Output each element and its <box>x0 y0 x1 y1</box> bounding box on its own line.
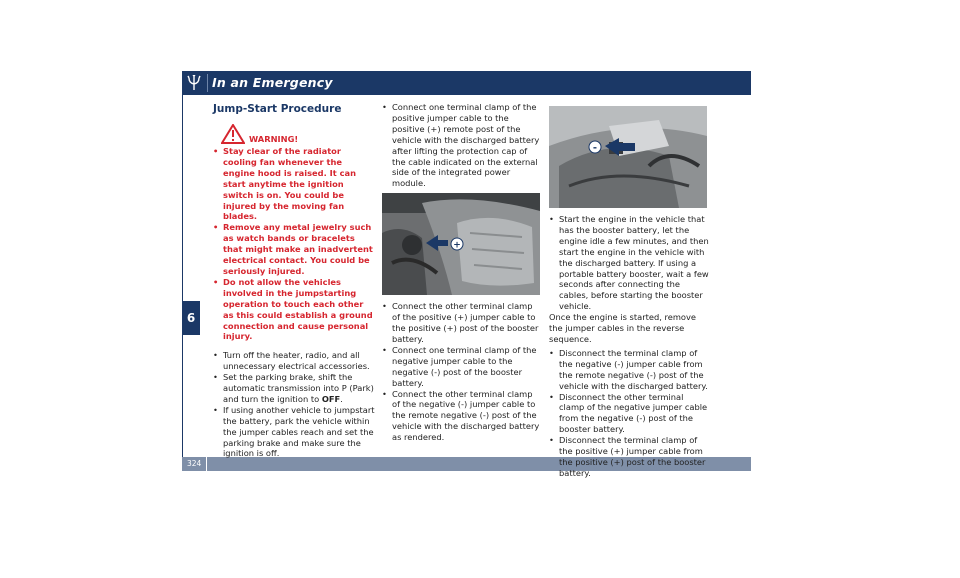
plus-marker: + <box>453 240 461 251</box>
step-item: • Disconnect the other terminal clamp of the negative jumper cable from the negative (-) post of the booster battery. <box>549 392 709 436</box>
step-item: • Connect the other terminal clamp of the positive (+) jumper cable to the positive (+) post of the booster battery. <box>382 301 542 345</box>
header-title: In an Emergency <box>212 75 333 90</box>
column-2 <box>382 102 542 443</box>
engine-bay-negative-photo <box>549 106 707 208</box>
column-3 <box>549 106 709 479</box>
warning-item: • Remove any metal jewelry such as watch bands or bracelets that might make an inadvertent electrical contact. You could be seriously injured. <box>213 222 375 277</box>
step-list <box>213 350 375 459</box>
warning-item: • Do not allow the vehicles involved in the jumpstarting operation to touch each other as this could establish a ground connection and cause personal injury. <box>213 277 375 342</box>
step-item: • If using another vehicle to jumpstart the battery, park the vehicle within the jumper cables reach and set the parking brake and make sure the ignition is off. <box>213 405 375 460</box>
engine-bay-positive-photo <box>382 193 540 295</box>
step-item: • Connect one terminal clamp of the positive jumper cable to the positive (+) remote post of the vehicle with the discharged battery after lifting the protection cap of the cable indicated on the external side of the integrated power module. <box>382 102 542 189</box>
step-list <box>549 214 709 312</box>
warning-list <box>213 146 375 342</box>
warning-triangle-icon <box>221 124 245 144</box>
trident-logo-icon <box>182 71 206 95</box>
step-item: • Start the engine in the vehicle that has the booster battery, let the engine idle a few minutes, and then start the engine in the vehicle with the discharged battery. If using a portable battery booster, wait a few seconds after connecting the cables, before starting the booster vehicle. <box>549 214 709 312</box>
off-word: OFF <box>321 393 341 404</box>
page-number: 324 <box>187 459 202 468</box>
warning-label: WARNING! <box>249 134 299 144</box>
step-item: • Turn off the heater, radio, and all unnecessary electrical accessories. <box>213 350 375 372</box>
step-item <box>213 372 375 405</box>
warning-header <box>213 124 375 144</box>
paragraph: Once the engine is started, remove the jumper cables in the reverse sequence. <box>549 312 697 344</box>
step-list <box>549 348 709 479</box>
step-item: • Disconnect the terminal clamp of the positive (+) jumper cable from the positive (+) post of the booster battery. <box>549 435 709 479</box>
step-item: • Connect the other terminal clamp of the negative (-) jumper cable to the remote negative (-) post of the vehicle with the discharged battery as rendered. <box>382 389 542 444</box>
section-heading: Jump-Start Procedure <box>213 103 342 115</box>
step-list <box>382 301 542 443</box>
footer-divider <box>206 457 207 471</box>
minus-marker: - <box>592 142 598 154</box>
column-1 <box>213 102 375 459</box>
step-text: Set the parking brake, shift the automatic transmission into P (Park) and turn the ignition to <box>223 372 374 404</box>
warning-item: • Stay clear of the radiator cooling fan whenever the engine hood is raised. It can start anytime the ignition switch is on. You could be injured by the moving fan blades. <box>213 146 375 222</box>
step-list <box>382 102 542 189</box>
step-item: • Disconnect the terminal clamp of the negative (-) jumper cable from the remote negative (-) post of the vehicle with the discharged battery. <box>549 348 709 392</box>
step-tail: . <box>340 393 343 404</box>
sidebar-rule <box>182 95 183 457</box>
section-header <box>182 71 751 95</box>
step-item: • Connect one terminal clamp of the negative jumper cable to the negative (-) post of the booster battery. <box>382 345 542 389</box>
header-divider <box>207 74 208 92</box>
chapter-tab: 6 <box>182 301 200 335</box>
